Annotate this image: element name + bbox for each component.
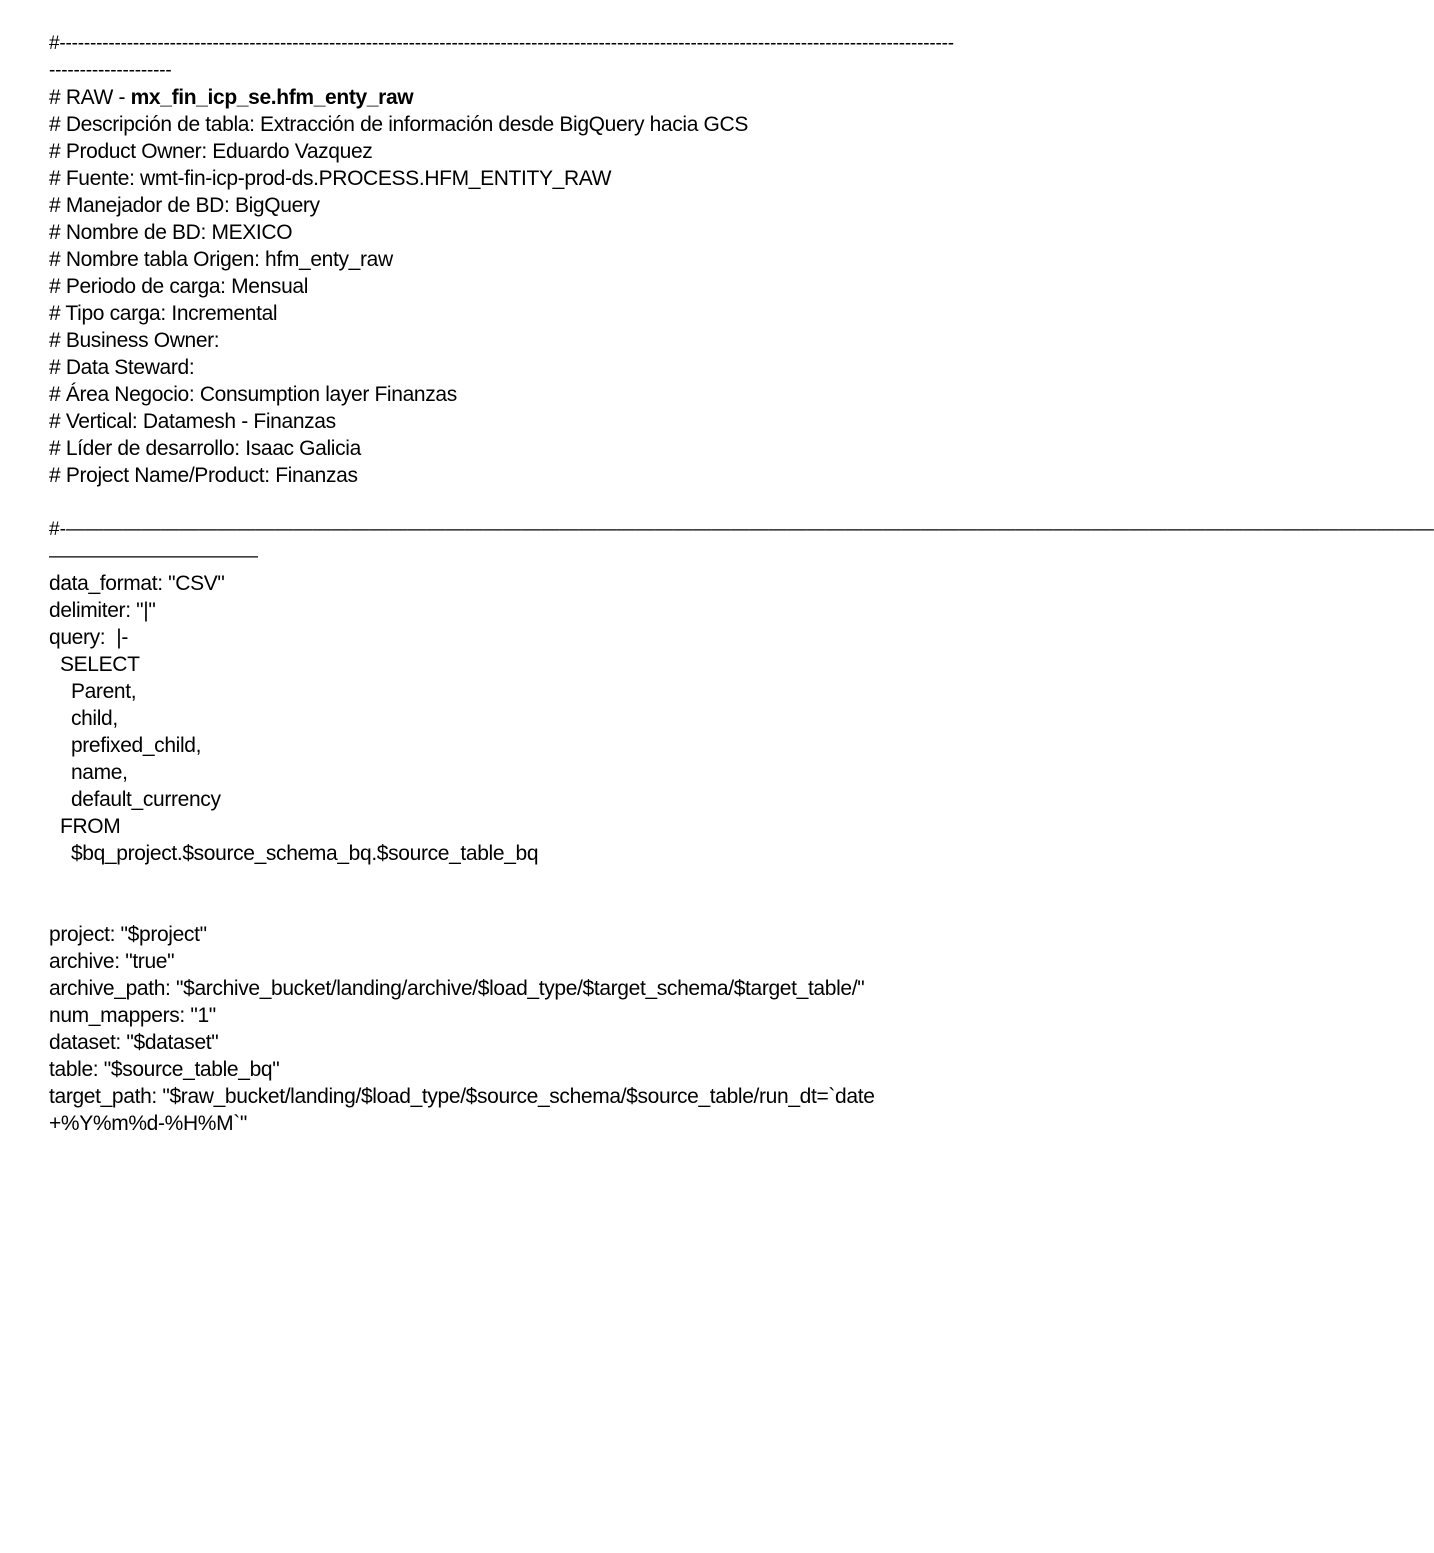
config-target-path-continued: +%Y%m%d-%H%M`"	[49, 1112, 248, 1135]
separator-line: #-————————————————————————————————————————————————————————————————————————	[49, 519, 1434, 540]
config-archive-path: archive_path: "$archive_bucket/landing/archive/$load_type/$target_schema/$target_table/"	[49, 977, 865, 1000]
sql-line: name,	[49, 761, 128, 784]
sql-line: default_currency	[49, 788, 221, 811]
config-delimiter: delimiter: "|"	[49, 599, 156, 622]
header-line: # Product Owner: Eduardo Vazquez	[49, 140, 373, 163]
config-num-mappers: num_mappers: "1"	[49, 1004, 216, 1027]
separator-line-continued: ———————————	[49, 546, 258, 567]
header-line: # Data Steward:	[49, 356, 195, 379]
header-line: # Tipo carga: Incremental	[49, 302, 278, 325]
title-table-name: mx_fin_icp_se.hfm_enty_raw	[130, 86, 414, 109]
sql-line: prefixed_child,	[49, 734, 202, 757]
sql-line: $bq_project.$source_schema_bq.$source_table_bq	[49, 842, 539, 865]
document-page	[49, 30, 1434, 1137]
separator-line-continued: --------------------	[49, 60, 172, 81]
config-dataset: dataset: "$dataset"	[49, 1031, 219, 1054]
config-archive: archive: "true"	[49, 950, 175, 973]
sql-line: FROM	[49, 815, 121, 838]
header-line: # Manejador de BD: BigQuery	[49, 194, 320, 217]
separator-line: #--------------------------------------------------------------------------------------------------------------------------------------------------	[49, 33, 954, 54]
header-line: # Periodo de carga: Mensual	[49, 275, 309, 298]
header-line: # Líder de desarrollo: Isaac Galicia	[49, 437, 361, 460]
header-line: # Área Negocio: Consumption layer Finanzas	[49, 383, 457, 406]
config-query: query: |-	[49, 626, 128, 649]
config-target-path: target_path: "$raw_bucket/landing/$load_type/$source_schema/$source_table/run_dt=`date	[49, 1085, 875, 1108]
header-line: # Nombre tabla Origen: hfm_enty_raw	[49, 248, 393, 271]
document-title	[49, 84, 1149, 111]
blank-line	[49, 489, 1149, 516]
sql-line: SELECT	[49, 653, 140, 676]
sql-line: child,	[49, 707, 118, 730]
config-project: project: "$project"	[49, 923, 207, 946]
header-line: # Fuente: wmt-fin-icp-prod-ds.PROCESS.HFM_ENTITY_RAW	[49, 167, 612, 190]
sql-line: Parent,	[49, 680, 137, 703]
blank-line	[49, 867, 1149, 894]
header-line: # Vertical: Datamesh - Finanzas	[49, 410, 336, 433]
header-line: # Nombre de BD: MEXICO	[49, 221, 293, 244]
header-line: # Descripción de tabla: Extracción de información desde BigQuery hacia GCS	[49, 113, 748, 136]
blank-line	[49, 894, 1149, 921]
header-line: # Project Name/Product: Finanzas	[49, 464, 358, 487]
title-prefix: # RAW -	[49, 86, 131, 109]
config-table: table: "$source_table_bq"	[49, 1058, 280, 1081]
header-line: # Business Owner:	[49, 329, 220, 352]
config-data-format: data_format: "CSV"	[49, 572, 225, 595]
